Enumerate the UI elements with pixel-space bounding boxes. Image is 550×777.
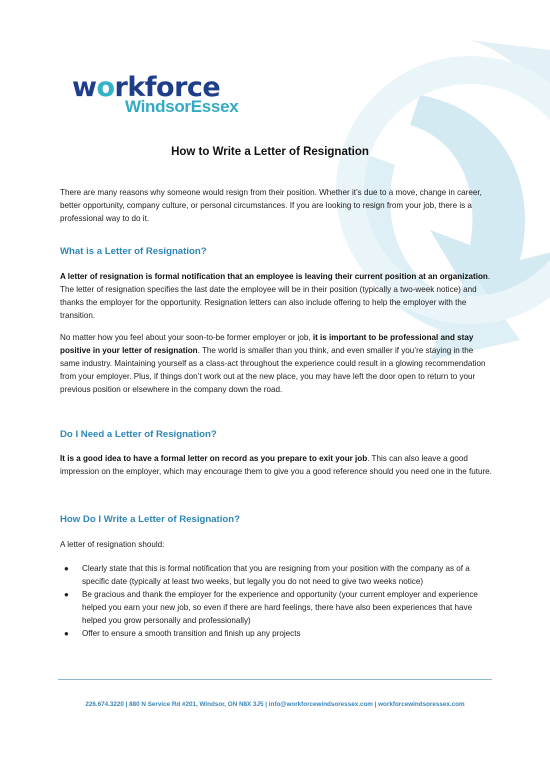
bullet-icon: ●	[64, 590, 69, 599]
intro-paragraph: There are many reasons why someone would resign from their position. Whether it’s due to a move, change in career, better opportunity, company culture, or personal circumstances. If you are looking to resign from your job, there is a professional way to do it.	[60, 188, 482, 223]
list-item: ● Clearly state that this is formal notification that you are resigning from your position with the company as of a specific date (typically at least two weeks, but legally you do not need to give two weeks notice)	[64, 564, 470, 586]
section-heading-what-is: What is a Letter of Resignation?	[60, 246, 207, 257]
footer-divider	[58, 679, 492, 680]
logo-subtitle: WindsorEssex	[125, 97, 239, 116]
section1-paragraph-2: No matter how you feel about your soon-to-be former employer or job, it is important to be professional and stay positive in your letter of resignation. The world is smaller than you think, and even smaller if you’re staying in the same industry. Maintaining yourself as a class-act throughout the experience could result in a glowing recommendation from your employer. Plus, if things don’t work out at the new place, you may have left the door open to return to your previous position or elsewhere in the company down the road.	[60, 333, 486, 394]
document-title: How to Write a Letter of Resignation	[171, 146, 369, 158]
bullet-icon: ●	[64, 629, 69, 638]
workforce-windsoressex-logo	[72, 74, 238, 115]
section3-lead: A letter of resignation should:	[60, 540, 165, 549]
logo-wordmark: workforce	[72, 72, 221, 103]
footer-contact: 226.674.3220 | 880 N Service Rd #201, Windsor, ON N8X 3J5 | info@workforcewindsoressex.com | workforcewindsoressex.com	[85, 701, 465, 708]
bullet-icon: ●	[64, 564, 69, 573]
requirements-list	[60, 562, 492, 640]
section2-paragraph: It is a good idea to have a formal letter on record as you prepare to exit your job. This can also leave a good impression on the employer, which may encourage them to give you a good reference should you need one in the future.	[60, 454, 492, 476]
section-heading-do-i-need: Do I Need a Letter of Resignation?	[60, 429, 217, 440]
list-item: ● Be gracious and thank the employer for the experience and opportunity (your current employer and experience helped you earn your new job, so even if there are hard feelings, there have also been experiences that have helped you grow personally and professionally)	[64, 590, 478, 625]
section1-paragraph-1: A letter of resignation is formal notification that an employee is leaving their current position at an organization. The letter of resignation specifies the last date the employee will be in their position (typically a two-week notice) and thanks the employer for the opportunity. Resignation letters can also include offering to help the employer with the transition.	[60, 272, 491, 320]
section-heading-how-do-i: How Do I Write a Letter of Resignation?	[60, 514, 240, 525]
list-item: ● Offer to ensure a smooth transition and finish up any projects	[64, 629, 301, 638]
